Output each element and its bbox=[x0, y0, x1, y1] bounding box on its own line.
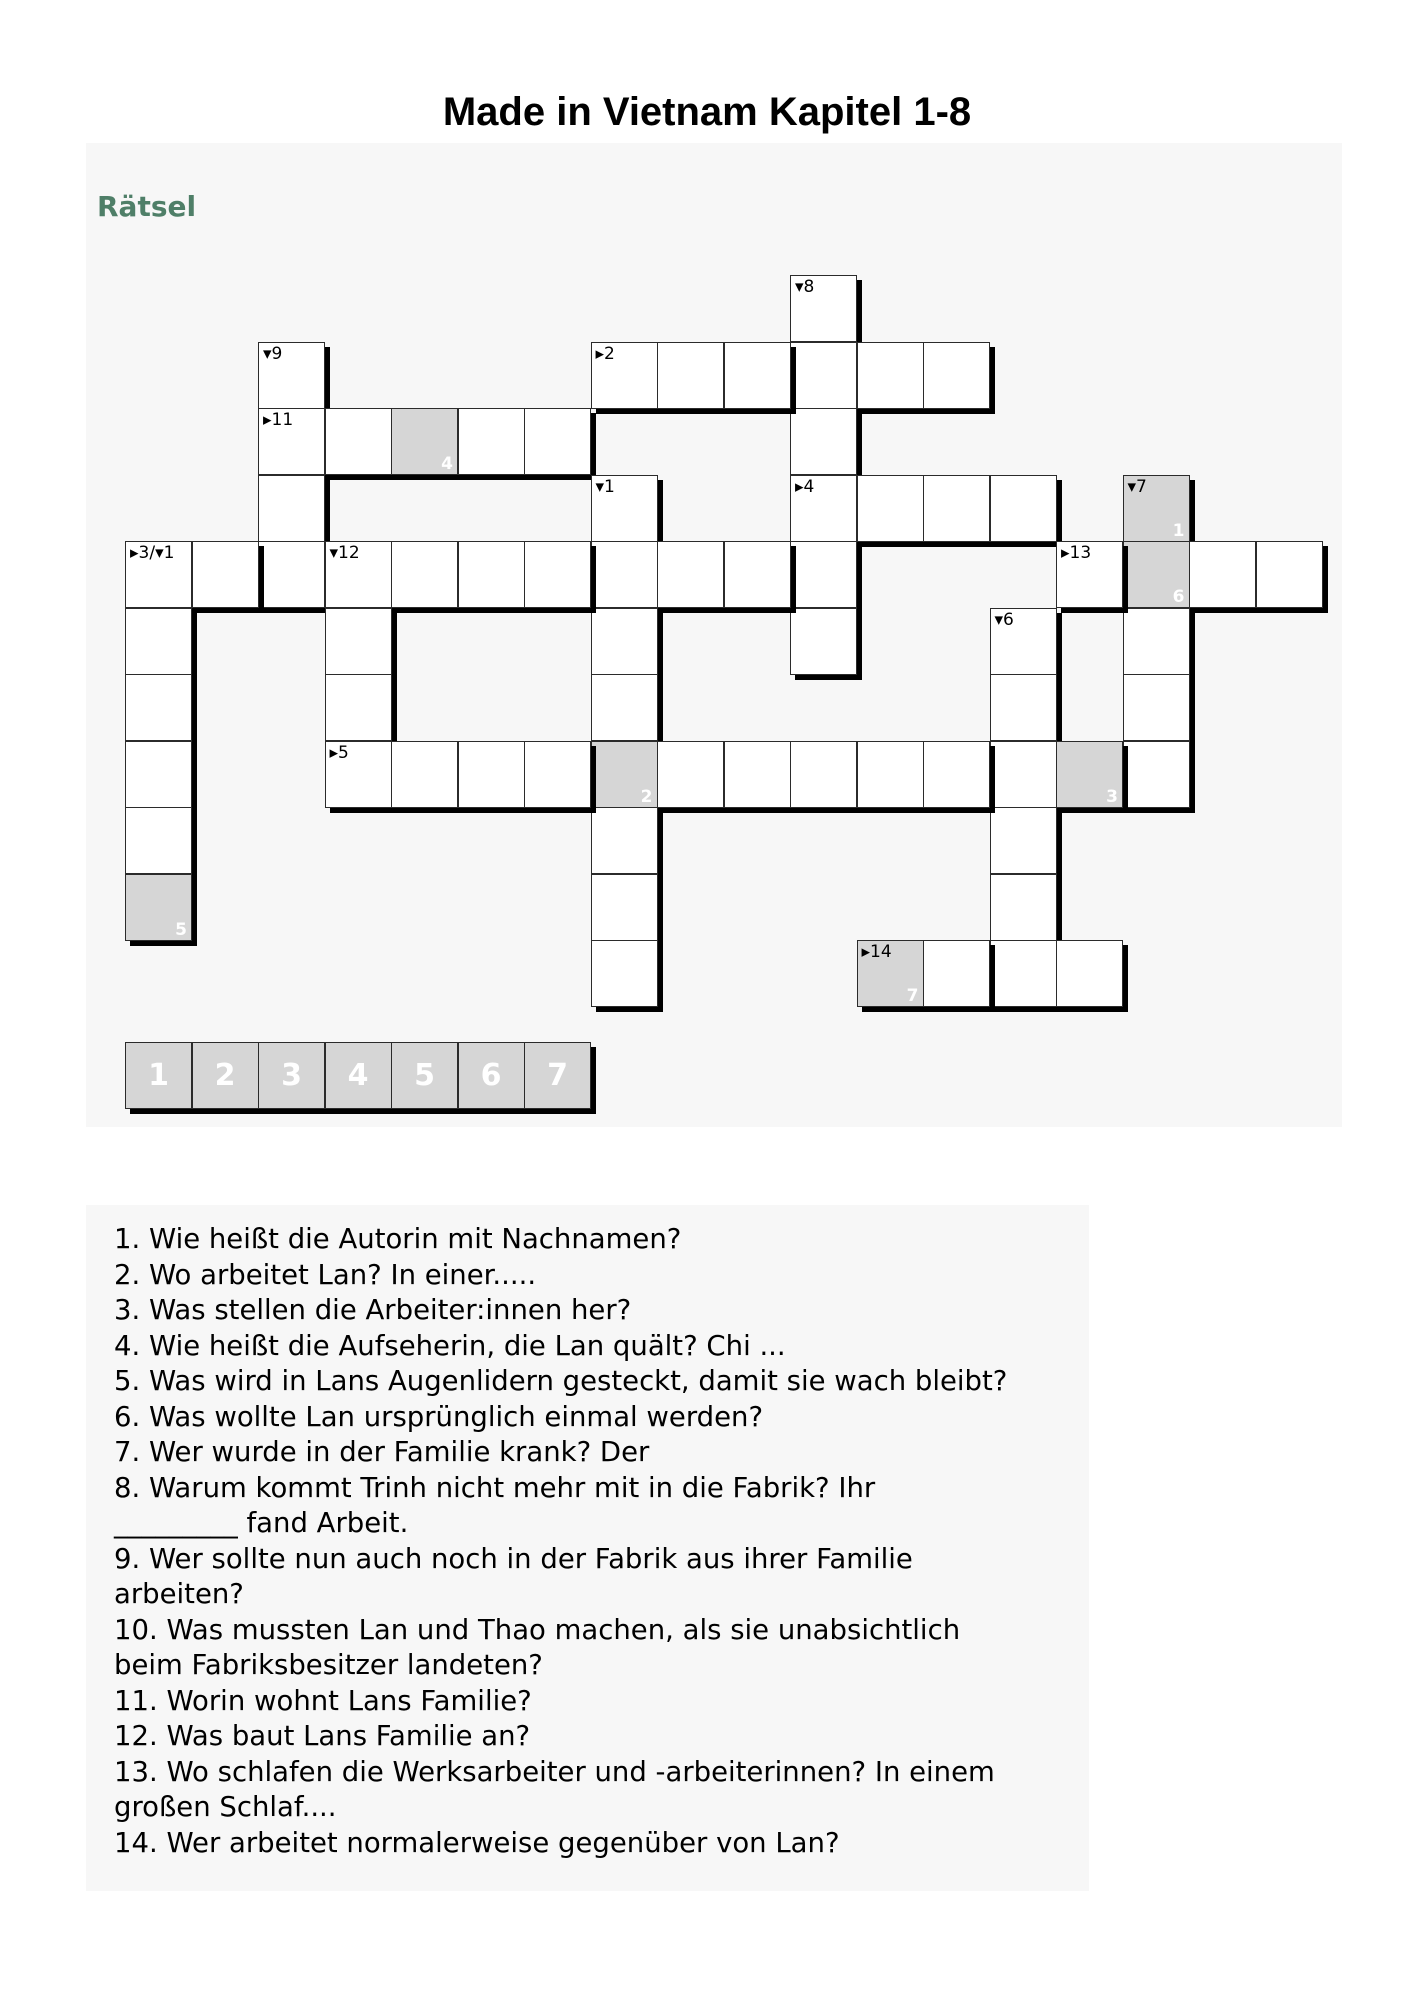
crossword-cell[interactable] bbox=[1123, 608, 1190, 675]
crossword-cell[interactable] bbox=[990, 674, 1057, 741]
crossword-cell[interactable] bbox=[857, 940, 924, 1007]
crossword-cell[interactable] bbox=[591, 342, 658, 409]
solution-letter-index: 3 bbox=[1106, 786, 1118, 807]
clue-number: ▾6 bbox=[994, 609, 1014, 630]
crossword-cell[interactable] bbox=[458, 741, 525, 808]
clue-number: ▸4 bbox=[795, 476, 815, 497]
crossword-cell[interactable] bbox=[990, 940, 1057, 1007]
question-line: großen Schlaf.... bbox=[114, 1791, 337, 1823]
question-line: 14. Wer arbeitet normalerweise gegenüber von Lan? bbox=[114, 1826, 840, 1859]
crossword-cell[interactable] bbox=[1056, 940, 1123, 1007]
crossword-cell[interactable] bbox=[790, 275, 857, 342]
crossword-cell[interactable] bbox=[325, 408, 392, 475]
crossword-cell[interactable] bbox=[125, 608, 192, 675]
crossword-cell[interactable] bbox=[990, 608, 1057, 675]
clue-number: ▸13 bbox=[1061, 543, 1092, 563]
crossword-cell[interactable] bbox=[591, 741, 658, 808]
crossword-cell[interactable] bbox=[591, 608, 658, 675]
crossword-cell[interactable] bbox=[657, 741, 724, 808]
question-line: 13. Wo schlafen die Werksarbeiter und -arbeiterinnen? In einem bbox=[114, 1755, 995, 1788]
clue-number: ▾1 bbox=[595, 476, 615, 497]
crossword-cell[interactable] bbox=[1123, 541, 1190, 608]
question-line: 8. Warum kommt Trinh nicht mehr mit in die Fabrik? Ihr bbox=[114, 1471, 876, 1504]
crossword-cell[interactable] bbox=[657, 342, 724, 409]
crossword-cell[interactable] bbox=[325, 541, 392, 608]
crossword-cell[interactable] bbox=[990, 475, 1057, 542]
crossword-cell[interactable] bbox=[125, 741, 192, 808]
question-line: 3. Was stellen die Arbeiter:innen her? bbox=[114, 1294, 632, 1326]
crossword-cell[interactable] bbox=[857, 741, 924, 808]
question-line: 5. Was wird in Lans Augenlidern gesteckt, damit sie wach bleibt? bbox=[114, 1365, 1008, 1397]
solution-word-cell[interactable]: 1 bbox=[125, 1042, 192, 1109]
clue-number: ▾8 bbox=[795, 277, 815, 297]
crossword-cell[interactable] bbox=[790, 541, 857, 608]
crossword-cell[interactable] bbox=[325, 741, 392, 808]
crossword-cell[interactable] bbox=[258, 342, 325, 409]
clue-number: ▸2 bbox=[595, 343, 615, 364]
crossword-cell[interactable] bbox=[391, 541, 458, 608]
crossword-cell[interactable] bbox=[258, 541, 325, 608]
crossword-cell[interactable] bbox=[990, 874, 1057, 941]
crossword-cell[interactable] bbox=[1056, 541, 1123, 608]
crossword-cell[interactable] bbox=[790, 741, 857, 808]
crossword-cell[interactable] bbox=[923, 475, 990, 542]
crossword-cell[interactable] bbox=[1256, 541, 1323, 608]
clue-number: ▸5 bbox=[329, 742, 349, 763]
solution-word-cell[interactable]: 6 bbox=[458, 1042, 525, 1109]
solution-letter-index: 5 bbox=[175, 919, 187, 940]
crossword-cell[interactable] bbox=[325, 608, 392, 675]
clue-number: ▾12 bbox=[329, 543, 360, 563]
crossword-cell[interactable] bbox=[790, 475, 857, 542]
crossword-cell[interactable] bbox=[524, 541, 591, 608]
crossword-cell[interactable] bbox=[790, 408, 857, 475]
solution-letter-index: 2 bbox=[640, 786, 653, 807]
crossword-cell[interactable] bbox=[1123, 475, 1190, 542]
question-line: 4. Wie heißt die Aufseherin, die Lan quält? Chi ... bbox=[114, 1329, 786, 1362]
solution-word-cell[interactable]: 5 bbox=[391, 1042, 458, 1109]
crossword-cell[interactable] bbox=[790, 608, 857, 675]
question-list bbox=[114, 1222, 1074, 1861]
question-line: 2. Wo arbeitet Lan? In einer..... bbox=[114, 1258, 537, 1291]
solution-word-cell[interactable]: 7 bbox=[524, 1042, 591, 1109]
solution-letter-index: 6 bbox=[1172, 587, 1185, 607]
question-line: beim Fabriksbesitzer landeten? bbox=[114, 1649, 543, 1681]
crossword-cell[interactable] bbox=[591, 874, 658, 941]
crossword-cell[interactable] bbox=[458, 541, 525, 608]
crossword-cell[interactable] bbox=[192, 541, 259, 608]
crossword-cell[interactable] bbox=[724, 342, 791, 409]
crossword-cell[interactable] bbox=[923, 342, 990, 409]
crossword-cell[interactable] bbox=[524, 741, 591, 808]
crossword-cell[interactable] bbox=[1056, 741, 1123, 808]
crossword-cell[interactable] bbox=[923, 741, 990, 808]
question-line: 7. Wer wurde in der Familie krank? Der bbox=[114, 1436, 650, 1468]
crossword-cell[interactable] bbox=[591, 674, 658, 741]
solution-letter-index: 4 bbox=[441, 454, 453, 474]
crossword-cell[interactable] bbox=[990, 807, 1057, 874]
question-line: 11. Worin wohnt Lans Familie? bbox=[114, 1684, 532, 1717]
crossword-cell[interactable] bbox=[923, 940, 990, 1007]
crossword-cell[interactable] bbox=[591, 807, 658, 874]
clue-number: ▾7 bbox=[1127, 476, 1147, 497]
crossword-cell[interactable] bbox=[1189, 541, 1256, 608]
question-line: 10. Was mussten Lan und Thao machen, als sie unabsichtlich bbox=[114, 1613, 961, 1646]
clue-number: ▸11 bbox=[263, 410, 294, 430]
crossword-cell[interactable] bbox=[591, 541, 658, 608]
crossword-cell[interactable] bbox=[325, 674, 392, 741]
crossword-cell[interactable] bbox=[591, 475, 658, 542]
question-line: 1. Wie heißt die Autorin mit Nachnamen? bbox=[114, 1223, 682, 1255]
crossword-cell[interactable] bbox=[524, 408, 591, 475]
solution-word-cell[interactable]: 4 bbox=[325, 1042, 392, 1109]
crossword-cell[interactable] bbox=[990, 741, 1057, 808]
clue-number: ▾9 bbox=[263, 343, 283, 364]
crossword-cell[interactable] bbox=[857, 475, 924, 542]
solution-letter-index: 1 bbox=[1172, 520, 1185, 541]
crossword-cell[interactable] bbox=[125, 807, 192, 874]
crossword-cell[interactable] bbox=[125, 541, 192, 608]
crossword-cell[interactable] bbox=[591, 940, 658, 1007]
crossword-cell[interactable] bbox=[391, 741, 458, 808]
crossword-cell[interactable] bbox=[1123, 674, 1190, 741]
page-title: Made in Vietnam Kapitel 1-8 bbox=[442, 90, 972, 134]
puzzle-heading: Rätsel bbox=[97, 190, 197, 223]
question-line: 9. Wer sollte nun auch noch in der Fabrik aus ihrer Familie bbox=[114, 1542, 913, 1575]
crossword-cell[interactable] bbox=[724, 541, 791, 608]
clue-number: ▸14 bbox=[861, 942, 892, 962]
crossword-cell[interactable] bbox=[458, 408, 525, 475]
question-line: _________ fand Arbeit. bbox=[114, 1507, 409, 1539]
crossword-cell[interactable] bbox=[724, 741, 791, 808]
solution-word-cell[interactable]: 3 bbox=[258, 1042, 325, 1109]
crossword-cell[interactable] bbox=[258, 475, 325, 542]
crossword-cell[interactable] bbox=[258, 408, 325, 475]
question-line: arbeiten? bbox=[114, 1578, 244, 1610]
crossword-cell[interactable] bbox=[1123, 741, 1190, 808]
crossword-cell[interactable] bbox=[125, 874, 192, 941]
solution-letter-index: 7 bbox=[906, 986, 919, 1006]
crossword-cell[interactable] bbox=[657, 541, 724, 608]
crossword-cell[interactable] bbox=[857, 342, 924, 409]
crossword-cell[interactable] bbox=[391, 408, 458, 475]
question-line: 6. Was wollte Lan ursprünglich einmal werden? bbox=[114, 1400, 764, 1433]
solution-word-cell[interactable]: 2 bbox=[192, 1042, 259, 1109]
crossword-cell[interactable] bbox=[790, 342, 857, 409]
crossword-cell[interactable] bbox=[125, 674, 192, 741]
question-line: 12. Was baut Lans Familie an? bbox=[114, 1720, 531, 1752]
clue-number: ▸3/▾1 bbox=[130, 543, 175, 563]
